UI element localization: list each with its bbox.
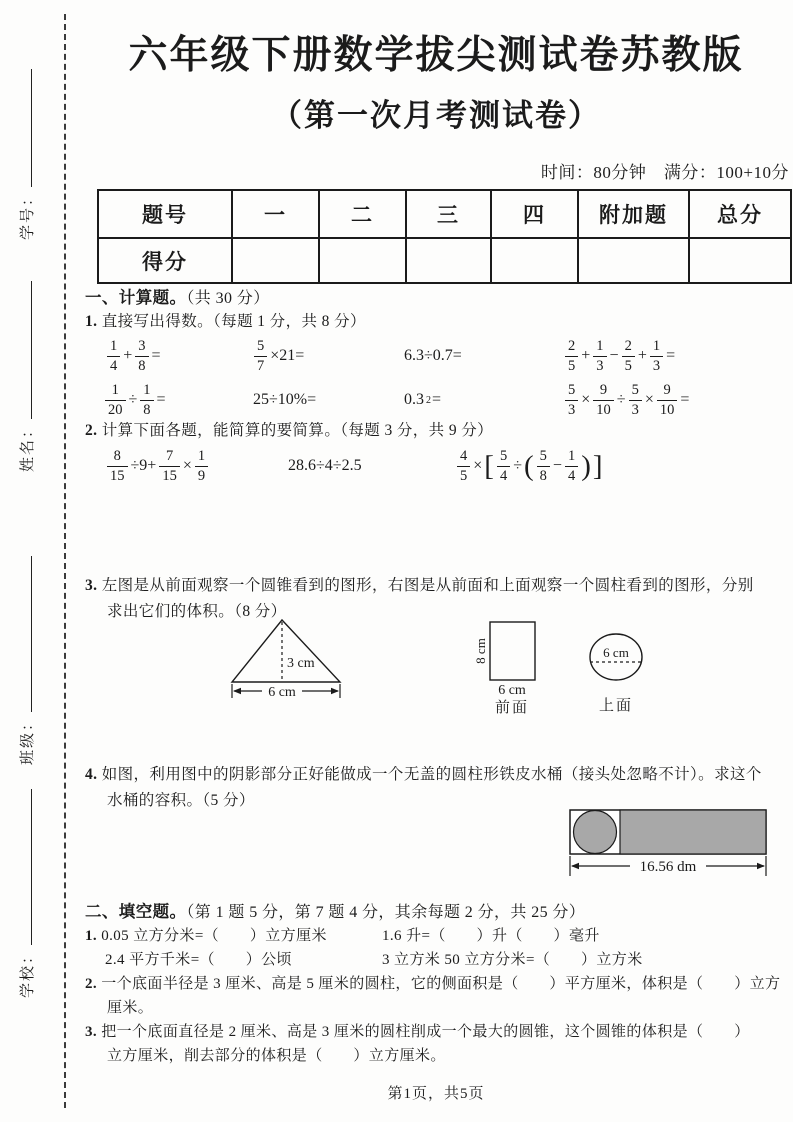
section1-q3-prompt-line1: 3. 左图是从前面观察一个圆锥看到的图形，右图是从前面和上面观察一个圆柱看到的图形，分别 [85, 577, 754, 594]
school-field [16, 789, 37, 998]
bucket-net-figure [560, 802, 790, 880]
fraction: $\frac{7}{15}$ [158, 448, 181, 483]
rect-width-label: 6 cm [498, 683, 526, 698]
math-text: ÷ [616, 391, 626, 408]
score-table [97, 189, 792, 284]
fraction: $\frac{1}{4}$ [106, 338, 121, 373]
section2-q1-line1b: 1.6 升=（ ）升（ ）毫升 [382, 928, 600, 944]
arrowhead-left [571, 863, 579, 869]
math-text: = [432, 391, 442, 408]
page-subtitle: （第一次月考测试卷） [271, 98, 601, 133]
math-text: × [473, 457, 483, 474]
time-score-meta: 时间：80分钟 满分：100+10分 [540, 163, 789, 182]
cone-front-view-figure [218, 610, 358, 705]
page-number: 第1页，共5页 [387, 1086, 485, 1102]
cylinder-top-view-figure [578, 625, 658, 715]
height-dimension-label: 3 cm [287, 656, 315, 671]
math-expression [252, 333, 305, 379]
header-question-number: 题号 [98, 190, 232, 238]
section2-q1-line1a: 1. 0.05 立方分米=（ ）立方厘米 [85, 928, 327, 944]
fraction: $\frac{9}{10}$ [592, 382, 615, 417]
math-text: ÷ [513, 457, 522, 474]
math-text: = [666, 347, 676, 364]
fraction: $\frac{1}{3}$ [592, 338, 607, 373]
triangle-outline [232, 620, 340, 682]
math-text: = [151, 347, 161, 364]
header-part-2: 二 [319, 190, 406, 238]
front-view-caption: 前面 [494, 700, 530, 716]
section2-q2-line1: 2. 一个底面半径是 3 厘米、高是 5 厘米的圆柱，它的侧面积是（ ）平方厘米，体积是（ ）立方 [85, 976, 781, 992]
section1-q4-prompt-line1: 4. 如图，利用图中的阴影部分正好能做成一个无盖的圆柱形铁皮水桶（接头处忽略不计）。求这个 [85, 766, 762, 783]
student-id-blank-line [17, 69, 32, 187]
rect-height-label: 8 cm [473, 638, 488, 664]
page-title: 六年级下册数学拔尖测试卷苏教版 [128, 34, 744, 77]
school-blank-line [17, 789, 32, 945]
math-text: − [609, 347, 619, 364]
score-cell [232, 238, 319, 283]
math-text: ÷9+ [130, 457, 157, 474]
math-text: = [680, 391, 690, 408]
math-text: = [156, 391, 166, 408]
rectangle-outline [490, 622, 535, 680]
fraction: $\frac{8}{15}$ [106, 448, 129, 483]
section2-q2-line2: 厘米。 [107, 1000, 154, 1016]
base-dimension-label: 6 cm [268, 685, 296, 700]
math-text: 6.3÷0.7= [404, 347, 462, 364]
math-text: 0.3 [404, 391, 424, 408]
class-field [16, 556, 37, 765]
math-expression [103, 377, 167, 423]
fraction: $\frac{2}{5}$ [621, 338, 636, 373]
calc-row-2 [0, 377, 793, 423]
margin-dashed-divider [64, 14, 66, 1108]
math-expression [287, 441, 363, 491]
bracket: ] [592, 449, 603, 482]
section2-q1-line2b: 3 立方米 50 立方分米=（ ）立方米 [382, 952, 643, 968]
shaded-base-circle [574, 811, 617, 854]
math-text: ×21= [270, 347, 305, 364]
math-text: × [182, 457, 192, 474]
fraction: $\frac{1}{8}$ [139, 382, 154, 417]
header-bonus: 附加题 [578, 190, 689, 238]
calc-row-1 [0, 333, 793, 379]
top-view-caption: 上面 [598, 698, 634, 714]
width-dimension-label: 16.56 dm [639, 859, 697, 875]
fraction: $\frac{5}{3}$ [628, 382, 643, 417]
section2-q3-line2: 立方厘米，削去部分的体积是（ ）立方厘米。 [107, 1048, 446, 1064]
score-cell [689, 238, 791, 283]
math-text: 25÷10%= [253, 391, 317, 408]
math-expression [563, 333, 676, 379]
shaded-lateral-rectangle [620, 810, 766, 854]
math-text: × [644, 391, 654, 408]
section2-heading: 二、填空题。（第 1 题 5 分，第 7 题 4 分，其余每题 2 分，共 25 分） [85, 902, 586, 921]
math-text: + [123, 347, 133, 364]
section2-q1-line2a: 2.4 平方千米=（ ）公顷 [105, 952, 292, 968]
section1-q1-prompt: 1. 直接写出得数。（每题 1 分，共 8 分） [85, 313, 366, 330]
math-expression [403, 333, 463, 379]
math-expression [105, 333, 162, 379]
section1-q4-prompt-line2: 水桶的容积。（5 分） [107, 792, 255, 809]
arrowhead-right [757, 863, 765, 869]
header-part-4: 四 [491, 190, 578, 238]
math-expression [403, 377, 442, 423]
class-label: 班级： [20, 713, 36, 765]
header-total: 总分 [689, 190, 791, 238]
fraction: $\frac{5}{8}$ [536, 448, 551, 483]
arrowhead-left [233, 688, 241, 694]
header-part-3: 三 [406, 190, 491, 238]
student-id-label: 学号： [20, 188, 36, 240]
math-text: ÷ [128, 391, 138, 408]
fraction: $\frac{4}{5}$ [456, 448, 471, 483]
fraction: $\frac{5}{3}$ [564, 382, 579, 417]
fraction: $\frac{1}{3}$ [649, 338, 664, 373]
score-cell [319, 238, 406, 283]
bracket: ) [581, 449, 591, 482]
section1-heading: 一、计算题。（共 30 分） [85, 288, 270, 307]
fraction: $\frac{1}{9}$ [194, 448, 209, 483]
math-text: 28.6÷4÷2.5 [288, 457, 362, 474]
fraction: $\frac{5}{4}$ [496, 448, 511, 483]
fraction: $\frac{1}{4}$ [564, 448, 579, 483]
student-name-label: 姓名： [20, 420, 36, 472]
header-part-1: 一 [232, 190, 319, 238]
class-blank-line [17, 556, 32, 712]
section2-q3-line1: 3. 把一个底面直径是 2 厘米、高是 3 厘米的圆柱削成一个最大的圆锥，这个圆锥的体积是（ ） [85, 1024, 750, 1040]
score-row-label: 得分 [98, 238, 232, 283]
bracket: [ [484, 449, 494, 482]
math-text: + [581, 347, 591, 364]
score-cell [578, 238, 689, 283]
math-text: − [552, 457, 562, 474]
math-expression [455, 441, 604, 491]
bracket: ( [523, 449, 534, 482]
superscript: 2 [426, 394, 431, 406]
diameter-label: 6 cm [603, 645, 629, 660]
school-label: 学校： [20, 946, 36, 998]
math-text: × [581, 391, 591, 408]
math-text: + [637, 347, 647, 364]
calc-row-3 [0, 441, 793, 491]
score-cell [406, 238, 491, 283]
math-expression [563, 377, 690, 423]
arrowhead-right [331, 688, 339, 694]
math-expression [105, 441, 210, 491]
cylinder-front-view-figure [465, 612, 550, 716]
fraction: $\frac{2}{5}$ [564, 338, 579, 373]
score-table-header-row [98, 190, 791, 238]
math-expression [252, 377, 317, 423]
section1-q3-prompt-line2: 求出它们的体积。（8 分） [107, 603, 287, 620]
fraction: $\frac{5}{7}$ [253, 338, 268, 373]
section1-q2-prompt: 2. 计算下面各题，能简算的要简算。（每题 3 分，共 9 分） [85, 422, 494, 439]
fraction: $\frac{9}{10}$ [656, 382, 679, 417]
fraction: $\frac{1}{20}$ [104, 382, 127, 417]
score-cell [491, 238, 578, 283]
fraction: $\frac{3}{8}$ [134, 338, 149, 373]
student-id-field [16, 69, 37, 240]
score-table-score-row [98, 238, 791, 283]
